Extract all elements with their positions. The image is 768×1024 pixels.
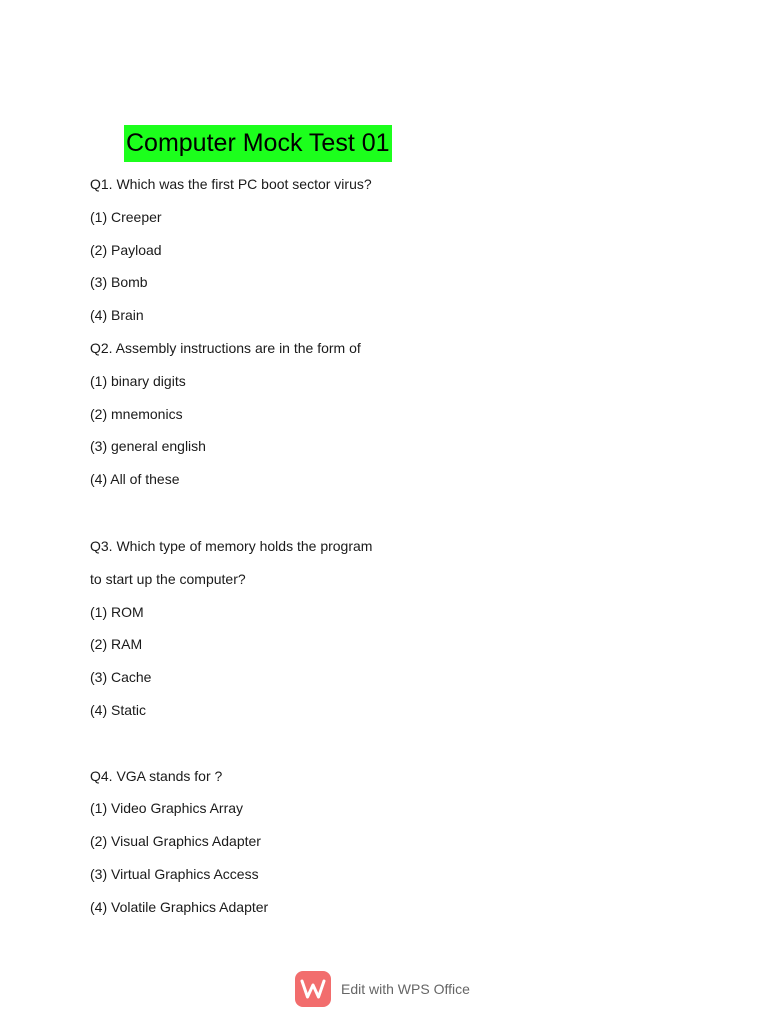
q3-option-3: (3) Cache xyxy=(90,669,152,685)
q4-option-2: (2) Visual Graphics Adapter xyxy=(90,833,261,849)
q1-option-1: (1) Creeper xyxy=(90,209,162,225)
q1-option-4: (4) Brain xyxy=(90,307,144,323)
question-3-continued: to start up the computer? xyxy=(90,571,246,587)
question-4: Q4. VGA stands for ? xyxy=(90,768,223,784)
q3-option-4: (4) Static xyxy=(90,702,147,718)
q3-option-1: (1) ROM xyxy=(90,604,144,620)
question-2: Q2. Assembly instructions are in the form of xyxy=(90,340,361,356)
wps-office-icon xyxy=(295,971,331,1007)
q4-option-3: (3) Virtual Graphics Access xyxy=(90,866,259,882)
document-title: Computer Mock Test 01 xyxy=(124,125,392,162)
q2-option-3: (3) general english xyxy=(90,438,206,454)
q2-option-4: (4) All of these xyxy=(90,471,180,487)
question-1: Q1. Which was the first PC boot sector virus? xyxy=(90,176,372,192)
q3-option-2: (2) RAM xyxy=(90,636,143,652)
q2-option-2: (2) mnemonics xyxy=(90,406,183,422)
edit-with-wps-link[interactable]: Edit with WPS Office xyxy=(341,980,470,997)
q1-option-3: (3) Bomb xyxy=(90,274,148,290)
question-3: Q3. Which type of memory holds the program xyxy=(90,538,373,554)
q2-option-1: (1) binary digits xyxy=(90,373,186,389)
q4-option-4: (4) Volatile Graphics Adapter xyxy=(90,899,269,915)
q4-option-1: (1) Video Graphics Array xyxy=(90,800,244,816)
wps-edit-banner[interactable] xyxy=(295,970,470,1007)
q1-option-2: (2) Payload xyxy=(90,242,162,258)
